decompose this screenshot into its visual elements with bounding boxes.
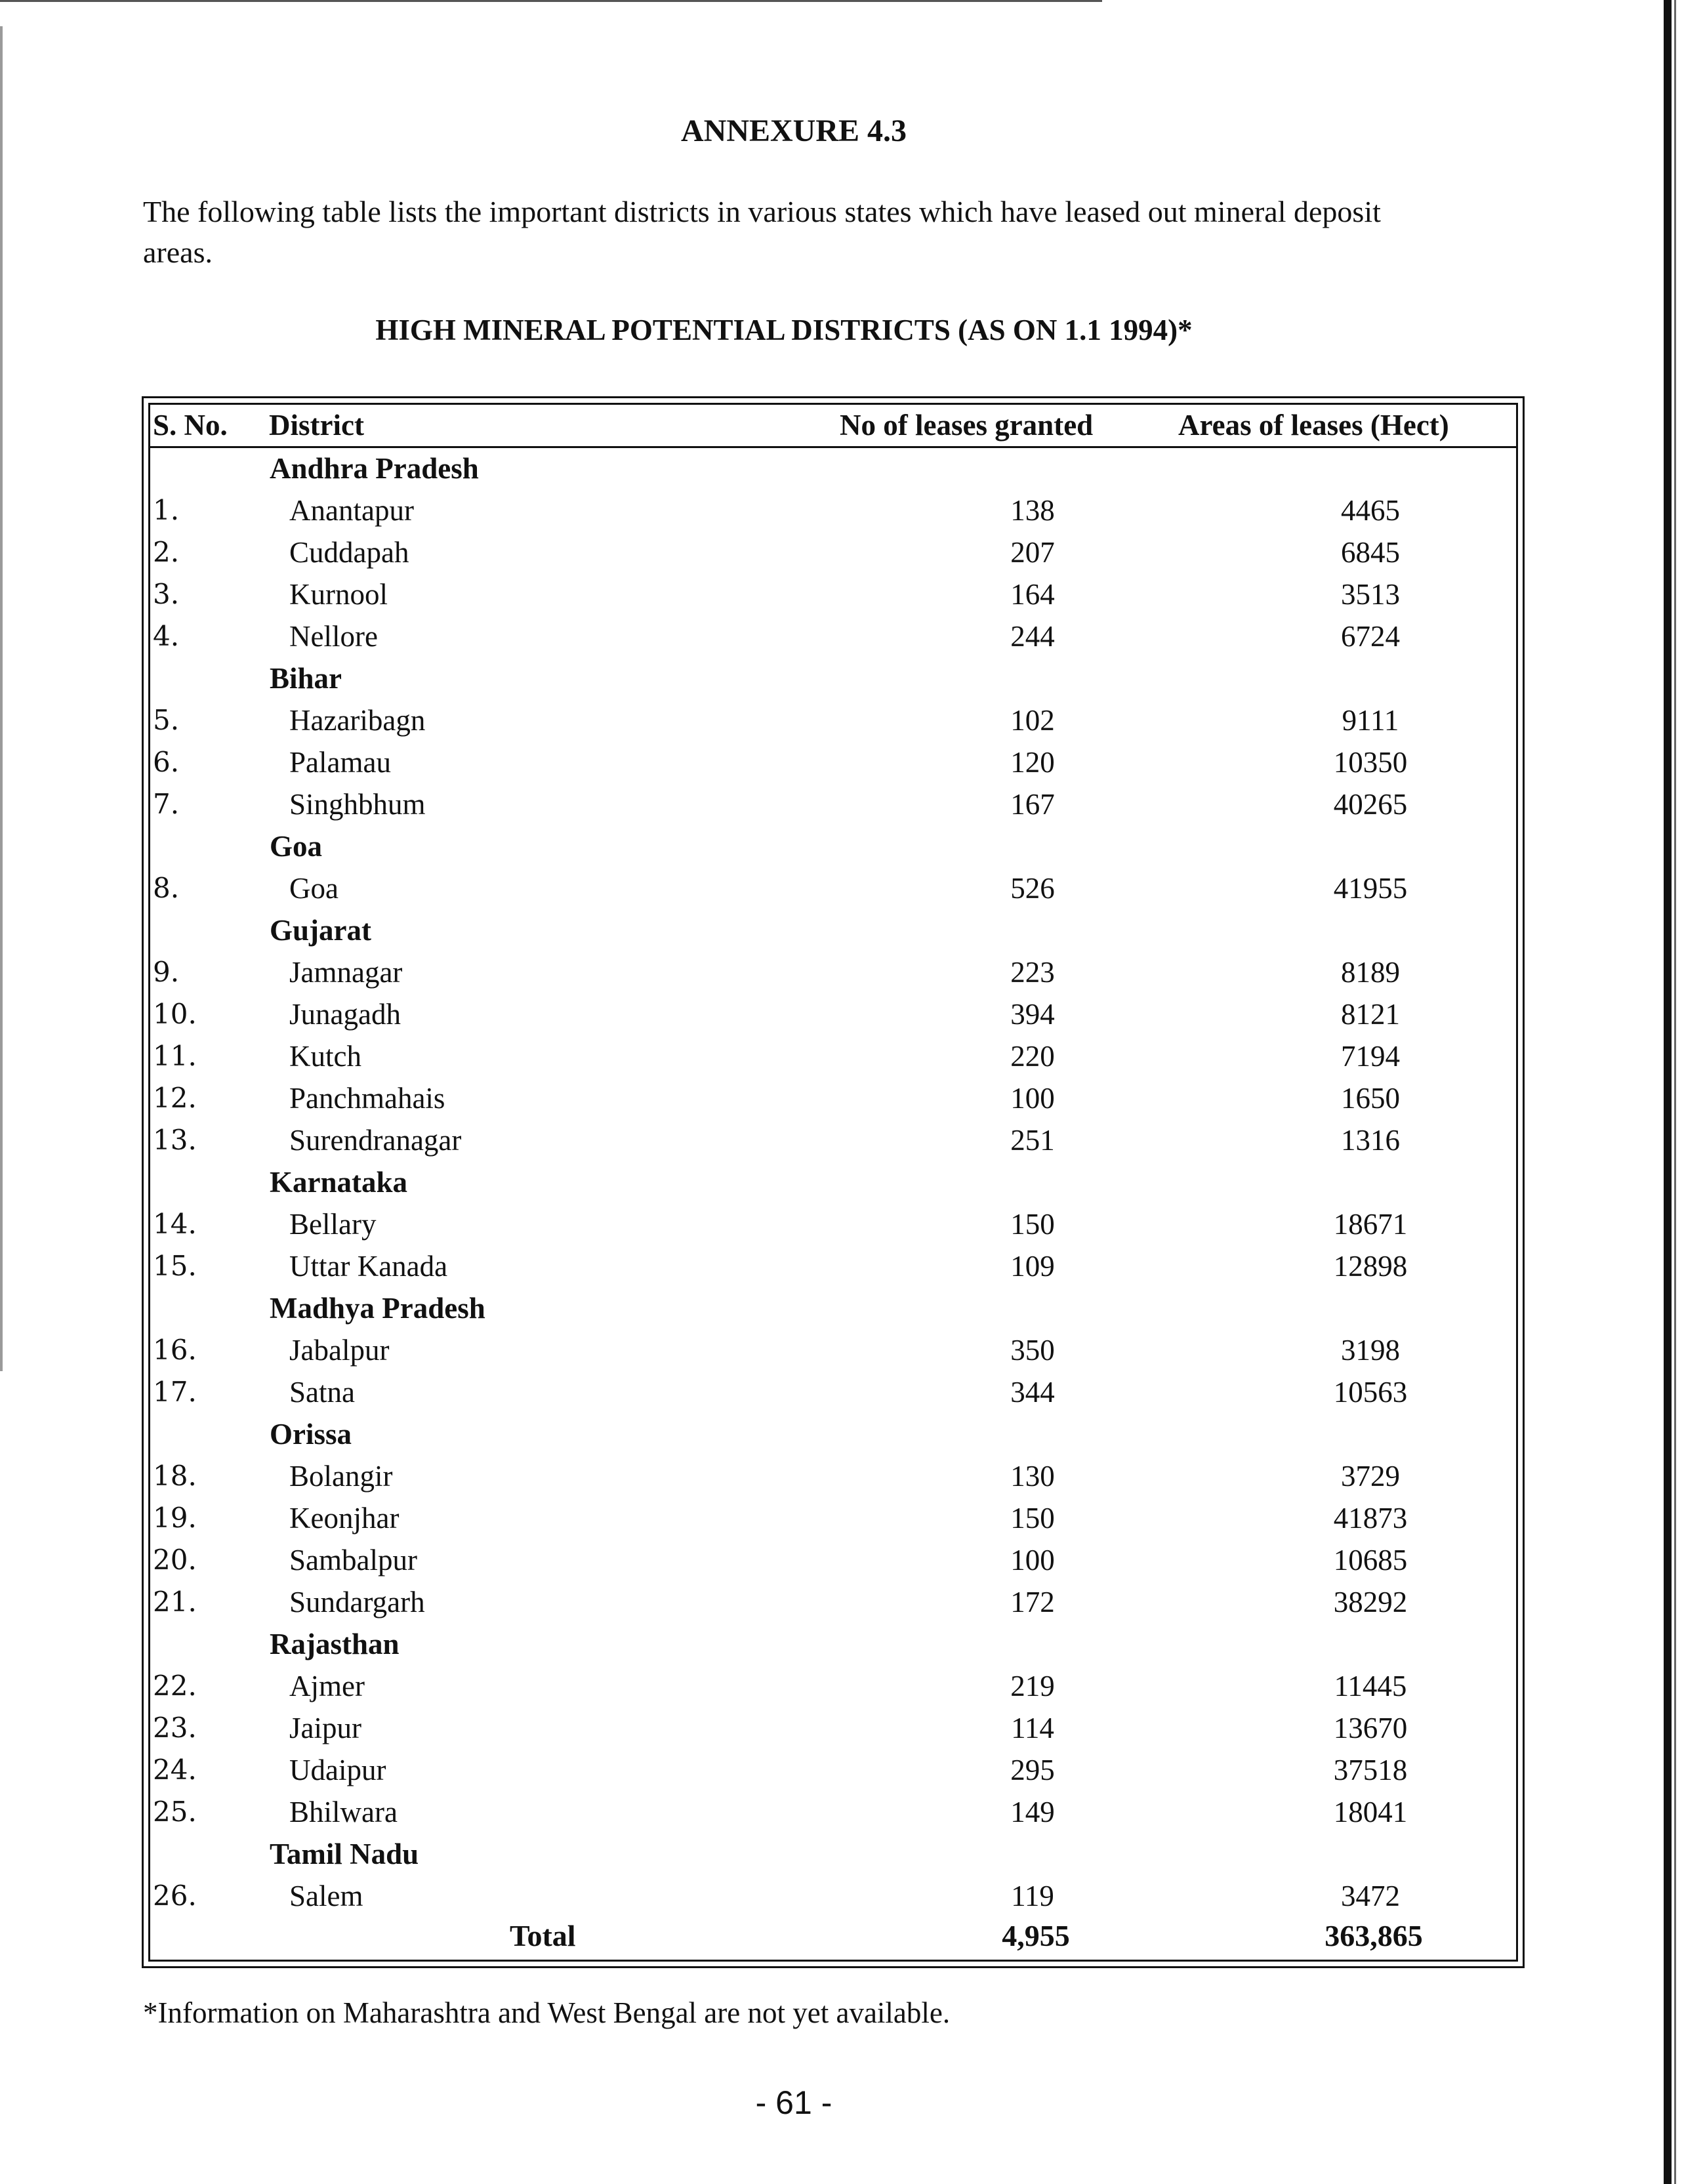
annexure-heading: ANNEXURE 4.3 xyxy=(680,113,907,148)
row-district: Satna xyxy=(289,1376,355,1409)
row-sno: 7. xyxy=(153,788,180,820)
intro-paragraph xyxy=(143,192,1455,273)
table-row xyxy=(150,1707,1516,1749)
state-name: Karnataka xyxy=(270,1166,408,1199)
row-leases: 120 xyxy=(1010,746,1055,779)
row-area: 10350 xyxy=(1333,746,1408,779)
row-leases: 150 xyxy=(1010,1502,1055,1535)
row-district: Panchmahais xyxy=(289,1082,445,1115)
row-leases: 526 xyxy=(1010,872,1055,905)
row-sno: 6. xyxy=(153,746,180,778)
row-district: Nellore xyxy=(289,620,378,653)
table-row xyxy=(150,1791,1516,1833)
table-row xyxy=(150,699,1516,741)
header-area: Areas of leases (Hect) xyxy=(1178,409,1449,442)
row-district: Sambalpur xyxy=(289,1544,417,1576)
state-name: Rajasthan xyxy=(270,1628,400,1660)
footnote: *Information on Maharashtra and West Bengal are not yet available. xyxy=(143,1996,951,2029)
row-sno: 14. xyxy=(153,1208,197,1240)
row-leases: 251 xyxy=(1010,1124,1055,1157)
table-row xyxy=(150,1455,1516,1497)
table-row xyxy=(150,1077,1516,1119)
table-row xyxy=(150,531,1516,573)
row-leases: 219 xyxy=(1010,1670,1055,1702)
header-sno: S. No. xyxy=(153,409,228,442)
row-sno: 10. xyxy=(153,998,197,1030)
total-label: Total xyxy=(510,1919,576,1952)
row-leases: 102 xyxy=(1010,704,1055,737)
state-name: Andhra Pradesh xyxy=(270,452,479,485)
row-leases: 114 xyxy=(1011,1712,1054,1744)
table-row xyxy=(150,741,1516,783)
row-leases: 172 xyxy=(1010,1586,1055,1618)
row-area: 10685 xyxy=(1333,1544,1408,1576)
row-area: 3198 xyxy=(1341,1334,1400,1367)
row-sno: 13. xyxy=(153,1124,197,1156)
total-leases: 4,955 xyxy=(1002,1919,1070,1952)
row-leases: 207 xyxy=(1010,536,1055,569)
row-area: 3472 xyxy=(1341,1880,1400,1912)
state-name: Gujarat xyxy=(270,914,371,947)
state-row xyxy=(150,447,1516,489)
table-row xyxy=(150,573,1516,615)
total-row xyxy=(150,1915,1516,1957)
row-sno: 18. xyxy=(153,1460,197,1492)
page-number: - 61 - xyxy=(755,2084,832,2121)
total-area: 363,865 xyxy=(1325,1919,1423,1952)
row-area: 12898 xyxy=(1333,1250,1408,1283)
table-row xyxy=(150,1329,1516,1371)
table-row xyxy=(150,1203,1516,1245)
table-row xyxy=(150,783,1516,825)
table-title: HIGH MINERAL POTENTIAL DISTRICTS (AS ON 1.1 1994)* xyxy=(375,314,1193,346)
row-district: Jabalpur xyxy=(289,1334,390,1367)
state-name: Madhya Pradesh xyxy=(270,1292,485,1325)
row-area: 7194 xyxy=(1341,1040,1400,1073)
state-row xyxy=(150,909,1516,951)
row-sno: 16. xyxy=(153,1334,197,1366)
row-leases: 220 xyxy=(1010,1040,1055,1073)
row-sno: 15. xyxy=(153,1250,197,1282)
row-area: 6845 xyxy=(1341,536,1400,569)
row-leases: 119 xyxy=(1011,1880,1054,1912)
state-row xyxy=(150,1413,1516,1455)
row-district: Salem xyxy=(289,1880,363,1912)
row-district: Anantapur xyxy=(289,494,414,527)
row-sno: 21. xyxy=(153,1586,197,1618)
row-leases: 394 xyxy=(1010,998,1055,1031)
row-area: 8189 xyxy=(1341,956,1400,989)
row-district: Singhbhum xyxy=(289,788,426,821)
state-row xyxy=(150,1833,1516,1875)
scan-edge-right xyxy=(1664,0,1672,2184)
row-district: Surendranagar xyxy=(289,1124,462,1157)
row-area: 9111 xyxy=(1342,704,1399,737)
row-district: Jamnagar xyxy=(289,956,403,989)
intro-line-2: areas. xyxy=(143,236,213,269)
row-district: Cuddapah xyxy=(289,536,409,569)
state-row xyxy=(150,1161,1516,1203)
row-sno: 1. xyxy=(153,494,180,526)
table-row xyxy=(150,1665,1516,1707)
row-area: 41873 xyxy=(1333,1502,1408,1535)
scan-edge-left xyxy=(0,26,3,1371)
row-district: Udaipur xyxy=(289,1754,386,1786)
table-row xyxy=(150,615,1516,657)
row-leases: 344 xyxy=(1010,1376,1055,1409)
row-district: Kutch xyxy=(289,1040,361,1073)
row-area: 4465 xyxy=(1341,494,1400,527)
row-leases: 223 xyxy=(1010,956,1055,989)
table-row xyxy=(150,951,1516,993)
row-district: Junagadh xyxy=(289,998,401,1031)
state-row xyxy=(150,657,1516,699)
row-leases: 350 xyxy=(1010,1334,1055,1367)
state-row xyxy=(150,825,1516,867)
row-area: 11445 xyxy=(1334,1670,1407,1702)
table-row xyxy=(150,1875,1516,1917)
row-sno: 11. xyxy=(153,1040,197,1072)
row-sno: 4. xyxy=(153,620,180,652)
row-leases: 100 xyxy=(1010,1544,1055,1576)
row-area: 37518 xyxy=(1333,1754,1408,1786)
row-leases: 100 xyxy=(1010,1082,1055,1115)
row-district: Bellary xyxy=(289,1208,377,1241)
row-sno: 8. xyxy=(153,872,180,904)
row-sno: 26. xyxy=(153,1880,197,1912)
row-sno: 12. xyxy=(153,1082,197,1114)
row-leases: 109 xyxy=(1010,1250,1055,1283)
state-row xyxy=(150,1623,1516,1665)
row-leases: 149 xyxy=(1010,1796,1055,1828)
row-area: 41955 xyxy=(1333,872,1408,905)
table-row xyxy=(150,1035,1516,1077)
table-row xyxy=(150,1371,1516,1413)
scan-edge-top xyxy=(0,0,1102,2)
row-district: Ajmer xyxy=(289,1670,365,1702)
row-area: 3729 xyxy=(1341,1460,1400,1493)
row-sno: 5. xyxy=(153,704,180,736)
row-sno: 2. xyxy=(153,536,180,568)
row-leases: 150 xyxy=(1010,1208,1055,1241)
row-area: 1316 xyxy=(1341,1124,1400,1157)
row-sno: 24. xyxy=(153,1754,197,1786)
row-leases: 244 xyxy=(1010,620,1055,653)
row-sno: 23. xyxy=(153,1712,197,1744)
row-district: Goa xyxy=(289,872,339,905)
row-leases: 167 xyxy=(1010,788,1055,821)
row-area: 18041 xyxy=(1333,1796,1408,1828)
row-area: 8121 xyxy=(1341,998,1400,1031)
scan-edge-right-thin xyxy=(1674,0,1676,2184)
table-row xyxy=(150,1749,1516,1791)
row-area: 1650 xyxy=(1341,1082,1400,1115)
row-area: 13670 xyxy=(1333,1712,1408,1744)
row-sno: 19. xyxy=(153,1502,197,1534)
state-name: Bihar xyxy=(270,662,342,695)
row-leases: 295 xyxy=(1010,1754,1055,1786)
table-row xyxy=(150,993,1516,1035)
row-district: Palamau xyxy=(289,746,391,779)
row-leases: 164 xyxy=(1010,578,1055,611)
table-row xyxy=(150,867,1516,909)
row-area: 10563 xyxy=(1333,1376,1408,1409)
table-row xyxy=(150,1581,1516,1623)
intro-line-1: The following table lists the important districts in various states which have leased out mineral deposit xyxy=(143,195,1381,228)
row-district: Sundargarh xyxy=(289,1586,425,1618)
header-district: District xyxy=(269,409,364,442)
row-area: 18671 xyxy=(1333,1208,1408,1241)
table-row xyxy=(150,489,1516,531)
row-district: Kurnool xyxy=(289,578,388,611)
row-area: 40265 xyxy=(1333,788,1408,821)
table-row xyxy=(150,1119,1516,1161)
state-name: Goa xyxy=(270,830,323,863)
row-sno: 25. xyxy=(153,1796,197,1828)
state-row xyxy=(150,1287,1516,1329)
state-name: Tamil Nadu xyxy=(270,1838,419,1870)
row-district: Keonjhar xyxy=(289,1502,400,1535)
table-row xyxy=(150,1245,1516,1287)
row-district: Bhilwara xyxy=(289,1796,398,1828)
row-sno: 3. xyxy=(153,578,180,610)
state-name: Orissa xyxy=(270,1418,352,1451)
row-leases: 130 xyxy=(1010,1460,1055,1493)
row-area: 38292 xyxy=(1333,1586,1408,1618)
header-leases: No of leases granted xyxy=(840,409,1094,442)
table-row xyxy=(150,1539,1516,1581)
row-district: Bolangir xyxy=(289,1460,393,1493)
row-sno: 9. xyxy=(153,956,180,988)
row-district: Uttar Kanada xyxy=(289,1250,448,1283)
table-row xyxy=(150,1497,1516,1539)
row-area: 3513 xyxy=(1341,578,1400,611)
row-district: Jaipur xyxy=(289,1712,361,1744)
row-leases: 138 xyxy=(1010,494,1055,527)
row-area: 6724 xyxy=(1341,620,1400,653)
row-sno: 22. xyxy=(153,1670,197,1702)
row-sno: 17. xyxy=(153,1376,197,1408)
row-district: Hazaribagn xyxy=(289,704,426,737)
row-sno: 20. xyxy=(153,1544,197,1576)
